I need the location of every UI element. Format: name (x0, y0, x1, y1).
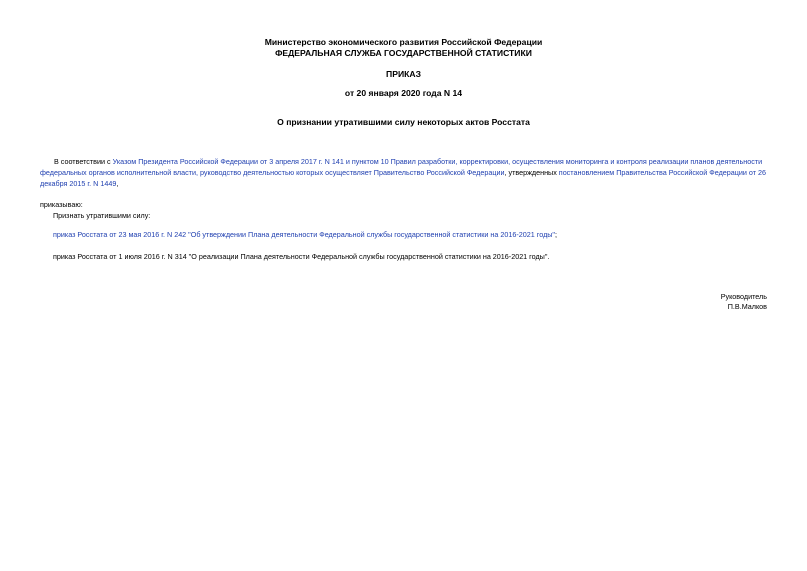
recognize-invalid-text: Признать утратившими силу: (53, 211, 151, 220)
decree-word: приказываю: (40, 200, 83, 209)
order-242-link[interactable]: приказ Росстата от 23 мая 2016 г. N 242 "Об утверждении Плана деятельности Федеральной службы государственной статистики на 2016-2021 годы" (53, 230, 555, 239)
document-type: ПРИКАЗ (386, 69, 421, 79)
order-subject: О признании утратившими силу некоторых актов Росстата (277, 117, 530, 127)
intro-paragraph (40, 156, 770, 189)
item1-suffix: ; (554, 230, 557, 239)
signature-block (721, 292, 767, 312)
order-date-number: от 20 января 2020 года N 14 (344, 88, 463, 98)
ministry-name: Министерство экономического развития Российской Федерации (264, 37, 543, 47)
intro-suffix: , (116, 179, 119, 188)
signature-name: П.В.Малков (727, 302, 767, 311)
signature-title: Руководитель (720, 292, 767, 301)
intro-prefix: В соответствии с (54, 157, 113, 166)
government-resolution-link[interactable]: постановлением Правительства Российской Федерации от 26 декабря 2015 г. N 1449 (40, 168, 767, 188)
presidential-decree-link[interactable]: Указом Президента Российской Федерации от 3 апреля 2017 г. N 141 и пунктом 10 Правил разработки, корректировки, осуществления мониторинга и контроля реализации планов деятельности федеральных органов исполнительной власти, руководство деятельностью которых осуществляет Правительство Российской Федерации (40, 157, 763, 177)
intro-middle: , утвержденных (504, 168, 559, 177)
repealed-item-2: приказ Росстата от 1 июля 2016 г. N 314 "О реализации Плана деятельности Федеральной службы государственной статистики на 2016-2021 годы". (53, 252, 550, 261)
agency-name: ФЕДЕРАЛЬНАЯ СЛУЖБА ГОСУДАРСТВЕННОЙ СТАТИСТИКИ (275, 48, 532, 58)
repealed-item-1 (53, 229, 557, 240)
